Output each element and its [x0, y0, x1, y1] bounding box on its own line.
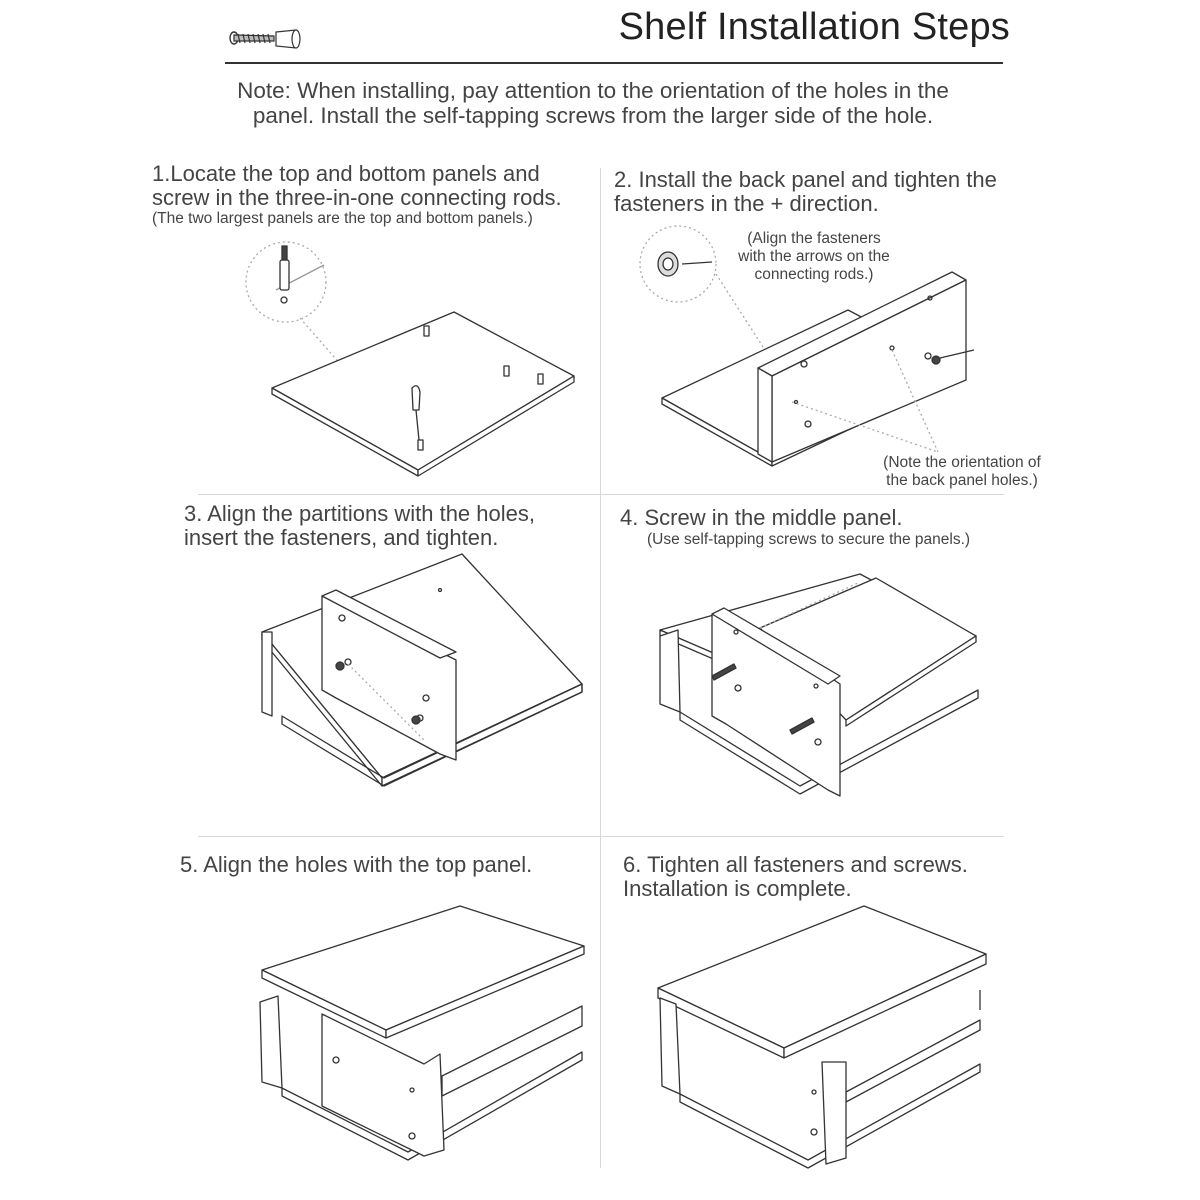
left-wall-4	[660, 630, 680, 712]
partition-6	[822, 1062, 846, 1164]
fastener-dot-3b	[412, 716, 420, 724]
step-4-diagram	[660, 574, 978, 796]
callout-fasteners-line-1: (Align the fasteners	[747, 230, 881, 247]
step-4-note: (Use self-tapping screws to secure the panels.)	[647, 531, 971, 548]
callout-fasteners-line-2: with the arrows on the	[738, 248, 890, 265]
step-6-line-2: Installation is complete.	[623, 876, 852, 901]
back-panel-face	[772, 280, 966, 462]
step-4-line-1: 4. Screw in the middle panel.	[620, 505, 903, 530]
step-5-diagram	[260, 906, 584, 1160]
left-wall-3	[262, 632, 272, 716]
step-1-diagram	[246, 242, 574, 476]
step-2-line-2: fasteners in the + direction.	[614, 191, 879, 216]
step-2-line-1: 2. Install the back panel and tighten the	[614, 167, 997, 192]
step-3-line-1: 3. Align the partitions with the holes,	[184, 501, 535, 526]
partition-6-holes	[811, 1090, 817, 1135]
left-wall-5	[260, 996, 282, 1088]
step-3-line-2: insert the fasteners, and tighten.	[184, 525, 499, 550]
rod-closeup	[276, 246, 324, 303]
step-6-diagram	[658, 906, 986, 1168]
step-1-note: (The two largest panels are the top and bottom panels.)	[152, 210, 533, 227]
note-line-2: panel. Install the self-tapping screws from the larger side of the hole.	[252, 103, 934, 128]
page-title: Shelf Installation Steps	[618, 6, 1010, 48]
step-2-diagram	[640, 226, 974, 466]
fastener-dot	[932, 356, 940, 364]
step-6-line-1: 6. Tighten all fasteners and screws.	[623, 852, 968, 877]
callout-fasteners-line-3: connecting rods.)	[754, 266, 874, 283]
step-3-diagram	[262, 554, 582, 786]
note-line-1: Note: When installing, pay attention to the orientation of the holes in the	[237, 78, 949, 103]
back-panel-side	[758, 368, 772, 462]
fastener-closeup-icon	[658, 252, 712, 276]
middle-shelf-6	[846, 1020, 980, 1102]
callout-holes-line-2: the back panel holes.)	[886, 472, 1038, 489]
fastener-dot-3	[336, 662, 344, 670]
step-1-line-2: screw in the three-in-one connecting rods.	[152, 185, 562, 210]
step-1-line-1: 1.Locate the top and bottom panels and	[152, 161, 540, 186]
step-5-line-1: 5. Align the holes with the top panel.	[180, 852, 533, 877]
callout-holes-line-1: (Note the orientation of	[883, 454, 1041, 471]
middle-shelf-5	[442, 1006, 582, 1096]
left-wall-6	[660, 998, 680, 1094]
